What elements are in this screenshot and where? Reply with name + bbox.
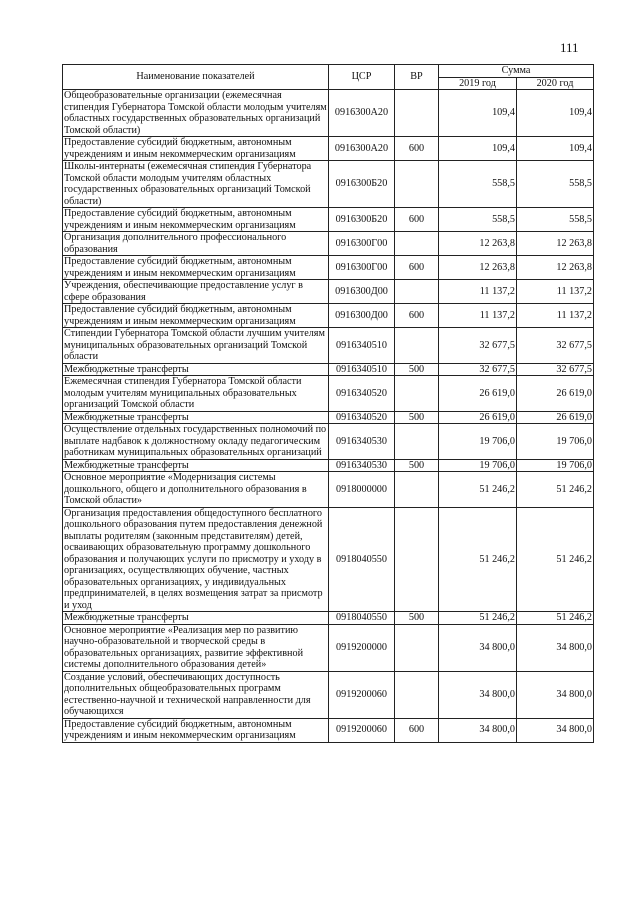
row-name-cell: Стипендии Губернатора Томской области лучшим учителям муниципальных образовательных организаций Томской области — [63, 328, 329, 364]
row-sum-2019-cell: 109,4 — [439, 90, 517, 137]
row-name-cell: Ежемесячная стипендия Губернатора Томской области молодым учителям муниципальных образовательных организаций Томской области — [63, 376, 329, 412]
table-row — [63, 208, 594, 232]
row-vr-cell — [395, 280, 439, 304]
row-vr-cell: 600 — [395, 208, 439, 232]
row-sum-2020-cell: 51 246,2 — [517, 612, 594, 625]
row-sum-2019-cell: 558,5 — [439, 208, 517, 232]
row-name-cell: Предоставление субсидий бюджетным, автономным учреждениям и иным некоммерческим организациям — [63, 718, 329, 742]
row-name-cell: Осуществление отдельных государственных полномочий по выплате надбавок к должностному окладу педагогическим работникам муниципальных образовательных организаций — [63, 424, 329, 460]
row-sum-2020-cell: 558,5 — [517, 208, 594, 232]
row-vr-cell — [395, 161, 439, 208]
row-vr-cell — [395, 328, 439, 364]
row-sum-2020-cell: 34 800,0 — [517, 718, 594, 742]
row-sum-2020-cell: 26 619,0 — [517, 411, 594, 424]
budget-table — [62, 64, 594, 743]
row-sum-2020-cell: 12 263,8 — [517, 232, 594, 256]
row-sum-2019-cell: 51 246,2 — [439, 507, 517, 612]
table-row — [63, 507, 594, 612]
row-sum-2019-cell: 32 677,5 — [439, 363, 517, 376]
row-name-cell: Предоставление субсидий бюджетным, автономным учреждениям и иным некоммерческим организациям — [63, 137, 329, 161]
row-csr-cell: 0916340520 — [329, 411, 395, 424]
table-row — [63, 671, 594, 718]
row-vr-cell — [395, 624, 439, 671]
row-csr-cell: 0916340530 — [329, 459, 395, 472]
row-sum-2020-cell: 12 263,8 — [517, 256, 594, 280]
row-csr-cell: 0919200060 — [329, 671, 395, 718]
table-row — [63, 424, 594, 460]
table-row — [63, 411, 594, 424]
row-sum-2020-cell: 558,5 — [517, 161, 594, 208]
row-sum-2019-cell: 34 800,0 — [439, 718, 517, 742]
table-row — [63, 280, 594, 304]
row-vr-cell: 600 — [395, 137, 439, 161]
row-sum-2020-cell: 26 619,0 — [517, 376, 594, 412]
row-name-cell: Общеобразовательные организации (ежемесячная стипендия Губернатора Томской области молодым учителям областных государственных образовательных организаций Томской области) — [64, 90, 327, 136]
row-name-cell: Межбюджетные трансферты — [63, 411, 329, 424]
row-vr-cell — [395, 671, 439, 718]
table-row — [63, 304, 594, 328]
row-sum-2019-cell: 12 263,8 — [439, 256, 517, 280]
row-sum-2019-cell: 26 619,0 — [439, 376, 517, 412]
row-csr-cell: 0918000000 — [329, 472, 395, 508]
row-name-cell: Основное мероприятие «Модернизация системы дошкольного, общего и дополнительного образования в Томской области» — [63, 472, 329, 508]
row-sum-2019-cell: 32 677,5 — [439, 328, 517, 364]
row-csr-cell: 0916340510 — [329, 328, 395, 364]
row-name-cell: Межбюджетные трансферты — [63, 612, 329, 625]
row-name-cell: Школы-интернаты (ежемесячная стипендия Губернатора Томской области молодым учителям областных государственных образовательных организаций Томской области) — [63, 161, 329, 208]
row-vr-cell: 500 — [395, 612, 439, 625]
row-sum-2019-cell: 34 800,0 — [439, 671, 517, 718]
row-name-cell: Предоставление субсидий бюджетным, автономным учреждениям и иным некоммерческим организациям — [63, 256, 329, 280]
row-sum-2020-cell: 109,4 — [517, 137, 594, 161]
table-row — [63, 90, 594, 137]
row-vr-cell — [395, 90, 439, 137]
row-sum-2019-cell: 11 137,2 — [439, 280, 517, 304]
row-vr-cell: 500 — [395, 363, 439, 376]
row-csr-cell: 0916300Г00 — [329, 232, 395, 256]
row-name-cell: Создание условий, обеспечивающих доступность дополнительных общеобразовательных программ естественно-научной и технической направленности для обучающихся — [63, 671, 329, 718]
row-sum-2020-cell: 34 800,0 — [517, 624, 594, 671]
row-sum-2020-cell: 11 137,2 — [517, 304, 594, 328]
header-sum: Сумма — [439, 65, 594, 78]
table-row — [63, 472, 594, 508]
table-body — [63, 90, 594, 743]
row-vr-cell: 500 — [395, 459, 439, 472]
row-csr-cell: 0916300Д00 — [329, 304, 395, 328]
row-sum-2019-cell: 19 706,0 — [439, 424, 517, 460]
row-vr-cell — [395, 472, 439, 508]
row-sum-2020-cell: 51 246,2 — [517, 507, 594, 612]
table-row — [63, 363, 594, 376]
row-csr-cell: 0916340520 — [329, 376, 395, 412]
row-vr-cell — [395, 424, 439, 460]
table-row — [63, 137, 594, 161]
row-name-cell: Предоставление субсидий бюджетным, автономным учреждениям и иным некоммерческим организациям — [63, 304, 329, 328]
header-name: Наименование показателей — [63, 65, 329, 90]
row-sum-2019-cell: 12 263,8 — [439, 232, 517, 256]
header-vr: ВР — [395, 65, 439, 90]
row-sum-2020-cell: 32 677,5 — [517, 363, 594, 376]
row-sum-2019-cell: 34 800,0 — [439, 624, 517, 671]
row-vr-cell — [395, 232, 439, 256]
page-number: 111 — [560, 40, 579, 55]
row-sum-2020-cell: 32 677,5 — [517, 328, 594, 364]
header-year-2019: 2019 год — [439, 77, 517, 90]
row-sum-2019-cell: 19 706,0 — [439, 459, 517, 472]
row-sum-2019-cell: 558,5 — [439, 161, 517, 208]
row-vr-cell — [395, 507, 439, 612]
row-name-cell: Межбюджетные трансферты — [63, 363, 329, 376]
row-sum-2020-cell: 34 800,0 — [517, 671, 594, 718]
row-csr-cell: 0919200000 — [329, 624, 395, 671]
row-sum-2019-cell: 11 137,2 — [439, 304, 517, 328]
row-vr-cell: 500 — [395, 411, 439, 424]
table-row — [63, 256, 594, 280]
row-name-cell: Межбюджетные трансферты — [63, 459, 329, 472]
row-name-cell: Основное мероприятие «Реализация мер по развитию научно-образовательной и творческой среды в образовательных организациях, развитие эффективной системы дополнительного образования детей» — [63, 624, 329, 671]
row-sum-2020-cell: 109,4 — [517, 90, 594, 137]
table-row — [63, 161, 594, 208]
table-row — [63, 376, 594, 412]
table-row — [63, 624, 594, 671]
row-name-cell: Организация дополнительного профессионального образования — [63, 232, 329, 256]
row-name-cell: Предоставление субсидий бюджетным, автономным учреждениям и иным некоммерческим организациям — [63, 208, 329, 232]
row-vr-cell — [395, 376, 439, 412]
row-sum-2020-cell: 11 137,2 — [517, 280, 594, 304]
row-csr-cell: 0916300Г00 — [329, 256, 395, 280]
row-sum-2019-cell: 51 246,2 — [439, 472, 517, 508]
row-sum-2020-cell: 19 706,0 — [517, 459, 594, 472]
row-sum-2019-cell: 109,4 — [439, 137, 517, 161]
table-row — [63, 232, 594, 256]
row-sum-2019-cell: 51 246,2 — [439, 612, 517, 625]
row-csr-cell: 0916340530 — [329, 424, 395, 460]
row-csr-cell: 0916300А20 — [329, 90, 395, 137]
row-vr-cell: 600 — [395, 304, 439, 328]
row-name-cell: Учреждения, обеспечивающие предоставление услуг в сфере образования — [63, 280, 329, 304]
row-name-cell: Организация предоставления общедоступного бесплатного дошкольного образования путем предоставления денежной выплаты родителям (законным представителям) детей, осваивающих образовательную программу дошкольного образования и получающих услуги по присмотру и уходу в организациях, осуществляющих обучение, частных образовательных организациях, у индивидуальных предпринимателей, в целях возмещения затрат за присмотр и уход — [63, 507, 329, 612]
header-year-2020: 2020 год — [517, 77, 594, 90]
row-csr-cell: 0919200060 — [329, 718, 395, 742]
row-csr-cell: 0916300Б20 — [329, 208, 395, 232]
row-vr-cell: 600 — [395, 718, 439, 742]
table-row — [63, 328, 594, 364]
header-csr: ЦСР — [329, 65, 395, 90]
row-csr-cell: 0916300А20 — [329, 137, 395, 161]
row-sum-2020-cell: 51 246,2 — [517, 472, 594, 508]
row-sum-2019-cell: 26 619,0 — [439, 411, 517, 424]
table-row — [63, 718, 594, 742]
row-csr-cell: 0918040550 — [329, 507, 395, 612]
row-csr-cell: 0916300Б20 — [329, 161, 395, 208]
row-csr-cell: 0916340510 — [329, 363, 395, 376]
table-row — [63, 459, 594, 472]
row-sum-2020-cell: 19 706,0 — [517, 424, 594, 460]
row-csr-cell: 0916300Д00 — [329, 280, 395, 304]
row-csr-cell: 0918040550 — [329, 612, 395, 625]
table-row — [63, 612, 594, 625]
row-vr-cell: 600 — [395, 256, 439, 280]
